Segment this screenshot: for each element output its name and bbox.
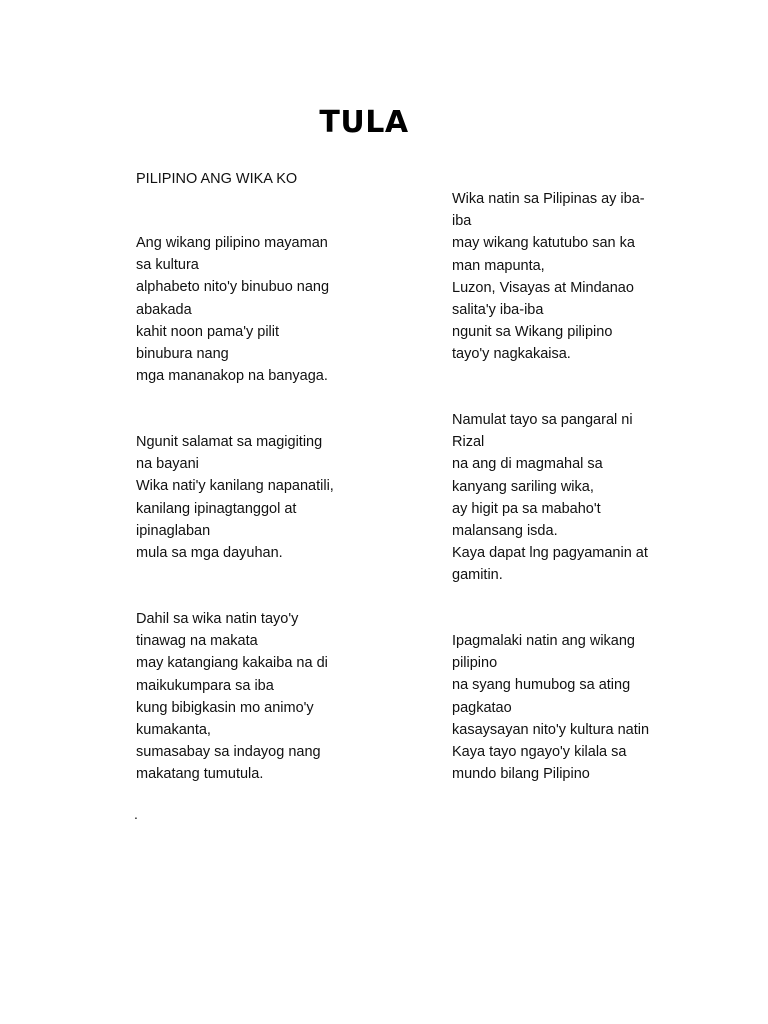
poem-line: may katangiang kakaiba na di	[136, 655, 328, 672]
poem-line: Luzon, Visayas at Mindanao	[452, 279, 634, 296]
poem-line: abakada	[136, 301, 192, 318]
poem-line: tinawag na makata	[136, 633, 258, 650]
poem-line: makatang tumutula.	[136, 766, 264, 783]
poem-line: Kaya dapat lng pagyamanin at	[452, 545, 648, 562]
left-stanza-2	[136, 431, 334, 564]
poem-line: sumasabay sa indayog nang	[136, 744, 321, 761]
poem-line: Ngunit salamat sa magigiting	[136, 434, 323, 450]
poem-subtitle: PILIPINO ANG WIKA KO	[136, 171, 298, 187]
poem-title: TULA	[319, 105, 409, 140]
poem-line: Ang wikang pilipino mayaman	[136, 235, 328, 251]
poem-line: kumakanta,	[136, 722, 211, 739]
poem-line: Dahil sa wika natin tayo'y	[136, 611, 299, 627]
poem-line: Wika natin sa Pilipinas ay iba-	[452, 191, 645, 207]
poem-line: kung bibigkasin mo animo'y	[136, 699, 314, 716]
poem-line: sa kultura	[136, 257, 199, 274]
poem-line: Kaya tayo ngayo'y kilala sa	[452, 744, 627, 761]
poem-line: malansang isda.	[452, 523, 558, 540]
poem-line: ngunit sa Wikang pilipino	[452, 324, 613, 341]
poem-line: kahit noon pama'y pilit	[136, 323, 280, 340]
poem-line: iba	[452, 213, 472, 230]
poem-line: alphabeto nito'y binubuo nang	[136, 279, 330, 296]
poem-line: salita'y iba-iba	[452, 302, 544, 319]
poem-line: man mapunta,	[452, 257, 545, 274]
poem-line: Ipagmalaki natin ang wikang	[452, 633, 635, 649]
left-stanza-1	[136, 232, 329, 387]
right-stanza-1	[452, 188, 645, 366]
poem-line: may wikang katutubo san ka	[452, 235, 635, 252]
poem-line: maikukumpara sa iba	[136, 677, 274, 694]
right-stanza-3	[452, 630, 649, 785]
poem-line: pilipino	[452, 655, 498, 672]
poem-line: pagkatao	[452, 699, 512, 716]
right-stanza-2	[452, 409, 648, 587]
poem-line: mula sa mga dayuhan.	[136, 545, 283, 562]
poem-line: Rizal	[452, 434, 485, 451]
poem-line: ipinaglaban	[136, 522, 211, 539]
poem-line: mundo bilang Pilipino	[452, 766, 590, 783]
poem-line: Wika nati'y kanilang napanatili,	[136, 478, 334, 495]
poem-line: kanyang sariling wika,	[452, 478, 594, 495]
poem-line: Namulat tayo sa pangaral ni	[452, 412, 633, 428]
poem-line: na syang humubog sa ating	[452, 677, 631, 694]
poem-line: kanilang ipinagtanggol at	[136, 500, 297, 517]
left-stanza-3	[136, 608, 328, 786]
poem-line: binubura nang	[136, 346, 229, 363]
poem-line: gamitin.	[452, 567, 503, 584]
poem-line: ay higit pa sa mabaho't	[452, 500, 601, 517]
poem-line: mga mananakop na banyaga.	[136, 368, 328, 385]
poem-line: na bayani	[136, 456, 199, 473]
poem-line: kasaysayan nito'y kultura natin	[452, 721, 650, 738]
poem-line: na ang di magmahal sa	[452, 456, 603, 473]
trailing-period: .	[134, 806, 138, 822]
poem-line: tayo'y nagkakaisa.	[452, 346, 571, 363]
